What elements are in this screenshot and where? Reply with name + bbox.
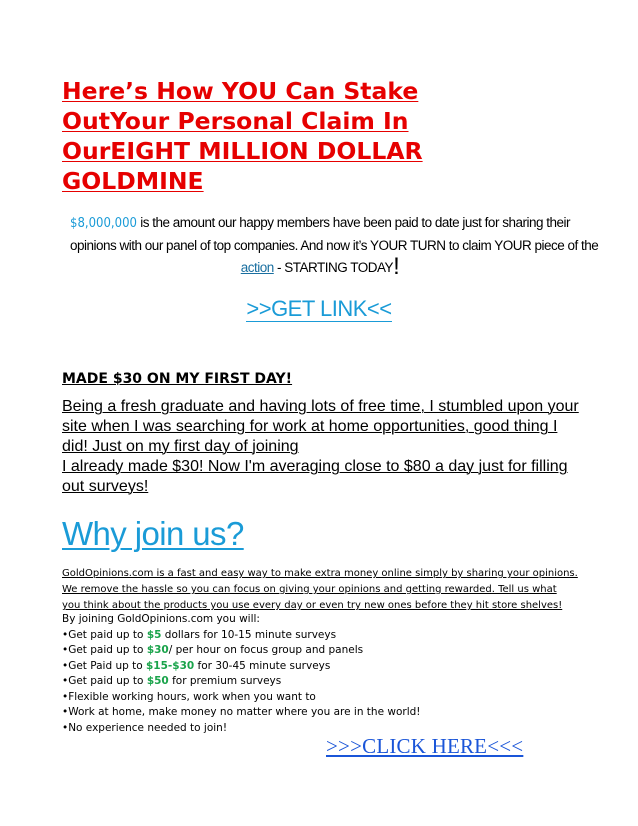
bullet-text: for premium surveys: [168, 675, 282, 687]
headline-line: GOLDMINE: [62, 167, 204, 195]
description-line: you think about the products you use every day or even try new ones before they hit store shelves!: [62, 600, 563, 611]
testimonial-text: [62, 397, 582, 497]
bullet-amount: $30: [146, 644, 169, 656]
headline-line: OutYour Personal Claim In: [62, 107, 409, 135]
bullet-amount: $50: [146, 675, 169, 687]
get-link: [0, 296, 638, 322]
description-line: We remove the hassle so you can focus on giving your opinions and getting rewarded. Tell us what: [62, 584, 557, 595]
starting-today-text: - STARTING TODAY: [273, 260, 394, 275]
action-line: [70, 253, 570, 280]
benefits-list: [62, 612, 582, 736]
bullet-text: •Get paid up to: [62, 675, 147, 687]
bullet-text: •No experience needed to join!: [62, 721, 228, 734]
amount-text: $8,000,000: [70, 216, 137, 231]
bullet-amount: $15-$30: [146, 659, 195, 672]
testimonial-line: Being a fresh graduate and having lots of free time, I stumbled upon your: [62, 398, 579, 415]
intro-line: [70, 212, 570, 235]
why-description: [62, 566, 582, 614]
benefits-intro: By joining GoldOpinions.com you will:: [62, 613, 260, 625]
headline-line: OurEIGHT MILLION DOLLAR: [62, 137, 423, 165]
bullet-text: for 30-45 minute surveys: [194, 659, 331, 672]
list-item: [62, 628, 582, 644]
intro-line: opinions with our panel of top companies. And now it’s YOUR TURN to claim YOUR piece of the: [70, 238, 599, 253]
intro-text: is the amount our happy members have been paid to date just for sharing their: [136, 215, 570, 230]
list-item: [62, 643, 582, 659]
testimonial-line: out surveys!: [62, 478, 149, 495]
bullet-text: •Work at home, make money no matter where you are in the world!: [62, 706, 421, 718]
testimonial-heading: MADE $30 ON MY FIRST DAY!: [62, 371, 293, 387]
headline: [62, 76, 562, 196]
headline-line: Here’s How YOU Can Stake: [62, 77, 419, 105]
list-item: [62, 659, 582, 675]
list-item: [62, 674, 582, 690]
list-item: [62, 690, 582, 706]
bullet-text: / per hour on focus group and panels: [168, 644, 364, 656]
testimonial-line: did! Just on my first day of joining: [62, 438, 299, 455]
exclamation: !: [393, 253, 400, 280]
description-line: GoldOpinions.com is a fast and easy way to make extra money online simply by sharing your opinions.: [62, 568, 578, 579]
get-link-button[interactable]: >>GET LINK<<: [246, 296, 392, 321]
testimonial-line: site when I was searching for work at home opportunities, good thing I: [62, 418, 558, 435]
bullet-text: •Flexible working hours, work when you want to: [62, 690, 316, 703]
bullet-text: •Get paid up to: [62, 628, 147, 641]
bullet-text: •Get paid up to: [62, 644, 147, 656]
why-join-heading: Why join us?: [62, 515, 244, 552]
bullet-amount: $5: [146, 628, 162, 641]
bullet-text: dollars for 10-15 minute surveys: [161, 628, 337, 641]
intro-paragraph: [70, 212, 599, 280]
action-link[interactable]: action: [240, 260, 274, 275]
testimonial-line: I already made $30! Now I'm averaging close to $80 a day just for filling: [62, 458, 568, 475]
bullet-text: •Get Paid up to: [62, 659, 146, 672]
list-item: [62, 705, 582, 721]
click-here-link[interactable]: >>>CLICK HERE<<<: [326, 734, 524, 758]
